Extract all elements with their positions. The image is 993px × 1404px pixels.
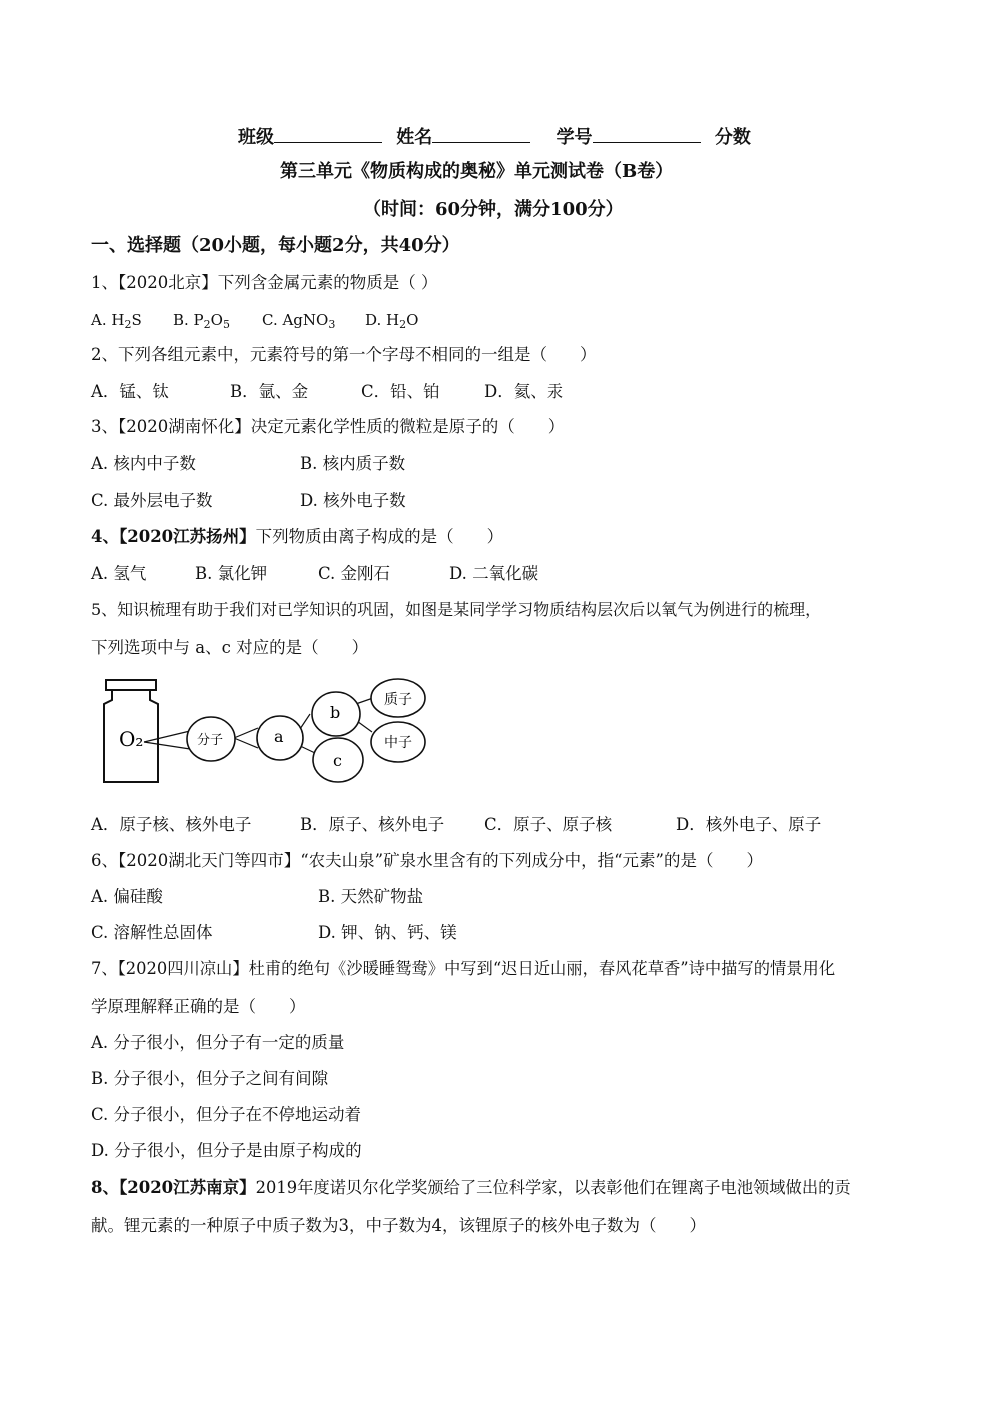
question-1-stem: 1、【2020北京】下列含金属元素的物质是（ ）: [91, 273, 438, 292]
q3-option-b: B. 核内质子数: [300, 454, 406, 473]
header-line: [238, 124, 751, 149]
question-7-stem-line2: 学原理解释正确的是（ ）: [91, 997, 306, 1016]
q1-option-a: A. $H_2S$: [91, 311, 142, 331]
question-8-stem-line1: [91, 1177, 851, 1199]
q3-option-a: A. 核内中子数: [91, 454, 196, 473]
q5-option-c: C．原子、原子核: [484, 815, 613, 834]
id-blank: [593, 124, 701, 143]
q2-option-a: A．锰、钛: [91, 382, 169, 401]
q4-option-a: A. 氢气: [91, 564, 147, 583]
q5-option-d: D．核外电子、原子: [676, 815, 822, 834]
question-5-stem-line1: 5、知识梳理有助于我们对已学知识的巩固，如图是某同学学习物质结构层次后以氧气为例进行的梳理，: [91, 600, 822, 619]
q4-text: 下列物质由离子构成的是（ ）: [255, 527, 504, 546]
q2-option-d: D．氦、汞: [484, 382, 564, 401]
question-6-stem: 6、【2020湖北天门等四市】“农夫山泉”矿泉水里含有的下列成分中，指“元素”的是（ ）: [91, 851, 763, 870]
q5-option-b: B．原子、核外电子: [300, 815, 445, 834]
q1-option-c: C. AgNO$_3$: [262, 311, 336, 331]
node-neutron-label: 中子: [384, 735, 412, 751]
structure-diagram: [100, 676, 430, 788]
node-a-label: a: [274, 727, 284, 746]
node-b-label: b: [330, 703, 341, 722]
question-7-stem-line1: 7、【2020四川凉山】杜甫的绝句《沙暖睡鸳鸯》中写到“迟日近山丽，春风花草香”诗中描写的情景用化: [91, 959, 836, 978]
node-molecule-label: 分子: [197, 733, 224, 748]
question-8-stem-line2: 献。锂元素的一种原子中质子数为3，中子数为4，该锂原子的核外电子数为（ ）: [91, 1216, 706, 1235]
page-title: 第三单元《物质构成的奥秘》单元测试卷（B卷）: [280, 161, 674, 182]
q7-option-c: C. 分子很小，但分子在不停地运动着: [91, 1105, 362, 1124]
id-label: 学号: [556, 127, 593, 148]
q2-option-c: C．铅、铂: [361, 382, 440, 401]
page-subtitle: （时间：60分钟，满分100分）: [363, 199, 624, 220]
q3-option-d: D. 核外电子数: [300, 491, 406, 510]
q8-text: 2019年度诺贝尔化学奖颁给了三位科学家，以表彰他们在锂离子电池领域做出的贡: [255, 1178, 851, 1197]
class-blank: [274, 124, 382, 143]
class-label: 班级: [238, 127, 274, 148]
name-label: 姓名: [396, 127, 433, 148]
q2-option-b: B．氩、金: [230, 382, 309, 401]
q6-option-d: D. 钾、钠、钙、镁: [318, 923, 457, 942]
question-4-stem: [91, 526, 503, 548]
q3-option-c: C. 最外层电子数: [91, 491, 213, 510]
q7-option-d: D. 分子很小，但分子是由原子构成的: [91, 1141, 362, 1160]
q7-option-b: B. 分子很小，但分子之间有间隙: [91, 1069, 329, 1088]
q1-option-b: B. $P_2O_5$: [173, 311, 230, 331]
q4-option-c: C. 金刚石: [318, 564, 391, 583]
name-blank: [432, 124, 530, 143]
section-heading: 一、选择题（20小题，每小题2分，共40分）: [91, 235, 460, 256]
q4-source: 4、【2020江苏扬州】: [91, 527, 256, 546]
q5-option-a: A．原子核、核外电子: [91, 815, 252, 834]
q6-option-a: A. 偏硅酸: [91, 887, 163, 906]
q4-option-d: D. 二氧化碳: [449, 564, 539, 583]
bottle-label: O₂: [119, 727, 144, 751]
node-c-label: c: [333, 751, 342, 770]
question-5-stem-line2: 下列选项中与 a、c 对应的是（ ）: [91, 638, 369, 657]
q8-source: 8、【2020江苏南京】: [91, 1178, 256, 1197]
question-2-stem: 2、下列各组元素中，元素符号的第一个字母不相同的一组是（ ）: [91, 345, 597, 364]
question-3-stem: 3、【2020湖南怀化】决定元素化学性质的微粒是原子的（ ）: [91, 417, 565, 436]
q6-option-b: B. 天然矿物盐: [318, 887, 424, 906]
q6-option-c: C. 溶解性总固体: [91, 923, 213, 942]
q4-option-b: B. 氯化钾: [195, 564, 268, 583]
q7-option-a: A. 分子很小，但分子有一定的质量: [91, 1033, 345, 1052]
score-label: 分数: [714, 127, 751, 148]
q1-option-d: D. $H_2O$: [365, 311, 419, 331]
node-proton-label: 质子: [384, 692, 412, 708]
